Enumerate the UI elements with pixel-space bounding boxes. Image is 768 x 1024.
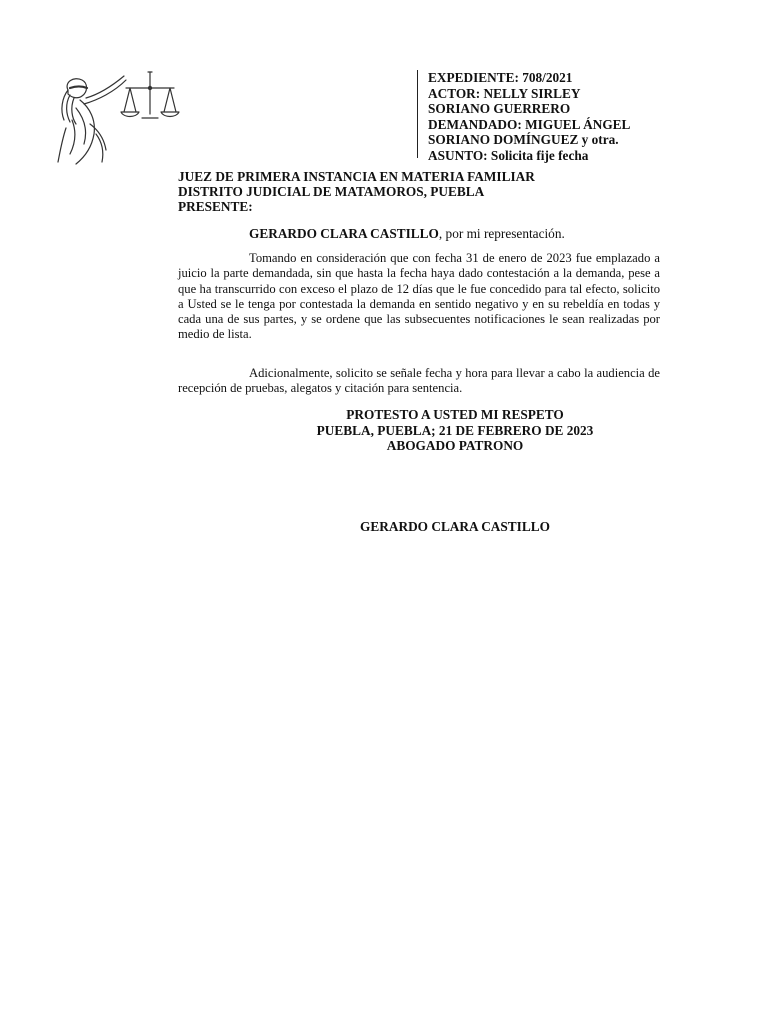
addressee-present: PRESENTE: — [178, 199, 253, 214]
intro-name: GERARDO CLARA CASTILLO — [249, 226, 439, 241]
closing-block — [240, 407, 670, 454]
case-info-block — [417, 70, 678, 163]
case-number: EXPEDIENTE: 708/2021 — [428, 70, 573, 85]
signature-name: GERARDO CLARA CASTILLO — [360, 519, 550, 534]
intro-line — [249, 226, 669, 242]
body-paragraph-2: Adicionalmente, solicito se señale fecha y hora para llevar a cabo la audiencia de recepción de pruebas, alegatos y citación para sentencia. — [178, 366, 660, 396]
case-actor-surname: SORIANO GUERRERO — [428, 101, 571, 117]
closing-protest: PROTESTO A USTED MI RESPETO — [346, 407, 564, 422]
case-defendant: DEMANDADO: MIGUEL ÁNGEL — [428, 116, 631, 132]
closing-place-date: PUEBLA, PUEBLA; 21 DE FEBRERO DE 2023 — [316, 422, 594, 438]
closing-role: ABOGADO PATRONO — [386, 438, 524, 453]
case-subject: ASUNTO: Solicita fije fecha — [428, 147, 589, 163]
case-actor: ACTOR: NELLY SIRLEY — [428, 85, 581, 101]
lady-justice-logo — [46, 68, 186, 168]
case-defendant-surname: SORIANO DOMÍNGUEZ y otra. — [428, 132, 619, 148]
addressee-district: DISTRITO JUDICIAL DE MATAMOROS, PUEBLA — [178, 184, 485, 199]
intro-text: , por mi representación. — [438, 226, 565, 241]
addressee-block — [178, 169, 658, 214]
addressee-judge: JUEZ DE PRIMERA INSTANCIA EN MATERIA FAMILIAR — [178, 169, 535, 184]
body-paragraph-1: Tomando en consideración que con fecha 31 de enero de 2023 fue emplazado a juicio la parte demandada, sin que hasta la fecha haya dado contestación a la demanda, pese a que ha transcurrido con exceso el plazo de 12 días que le fue concedido para tal efecto, solicito a Usted se le tenga por contestada la demanda en sentido negativo y en su rebeldía en todas y cada una de sus partes, y se ordene que las subsecuentes notificaciones le sean realizadas por medio de lista. — [178, 251, 660, 342]
